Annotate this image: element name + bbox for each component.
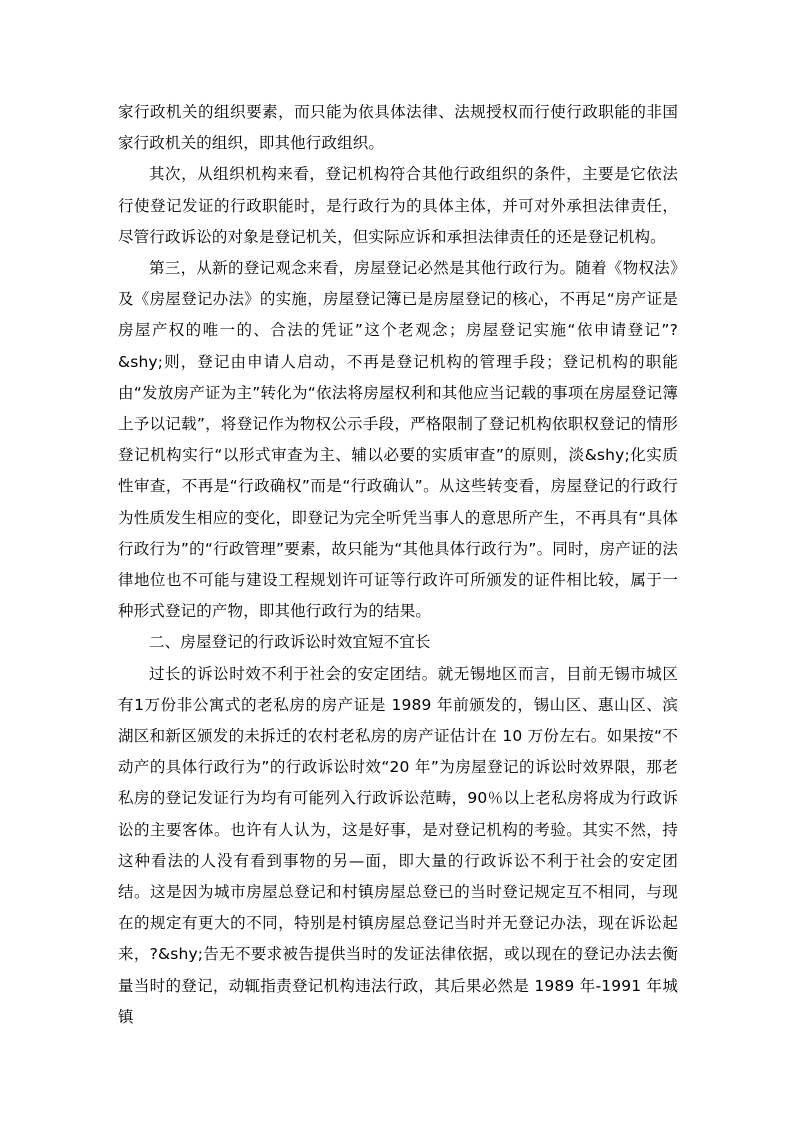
section-heading: 二、房屋登记的行政诉讼时效宜短不宜长 [149,633,431,652]
document-body [118,97,678,1033]
paragraph-continuation: 家行政机关的组织要素，而只能为依具体法律、法规授权而行使行政职能的非国家行政机关的组织，即其他行政组织。 [118,103,678,153]
paragraph-organization: 其次，从组织机构来看，登记机构符合其他行政组织的条件，主要是它依法行使登记发证的行政职能时，是行政行为的具体主体，并可对外承担法律责任，尽管行政诉讼的对象是登记机关，但实际应诉和承担法律责任的还是登记机构。 [118,165,678,246]
paragraph-registration-concept: 第三，从新的登记观念来看，房屋登记必然是其他行政行为。随着《物权法》及《房屋登记办法》的实施，房屋登记簿已是房屋登记的核心，不再足“房产证是房屋产权的唯一的、合法的凭证”这个老观念；房屋登记实施“依申请登记”?&shy;则，登记由申请人启动，不再是登记机构的管理手段；登记机构的职能由“发放房产证为主”转化为“依法将房屋权利和其他应当记载的事项在房屋登记簿上予以记载”，将登记作为物权公示手段，严格限制了登记机构依职权登记的情形 登记机构实行“以形式审查为主、辅以必要的实质审查”的原则，淡&shy;化实质性审查，不再是“行政确权”而是“行政确认”。从这些转变看，房屋登记的行政行为性质发生相应的变化，即登记为完全听凭当事人的意思所产生，不再具有“具体行政行为”的“行政管理”要素，故只能为“其他具体行政行为”。同时，房产证的法律地位也不可能与建设工程规划许可证等行政许可所颁发的证件相比较，属于一种形式登记的产物，即其他行政行为的结果。 [118,259,678,621]
paragraph-litigation-period: 过长的诉讼时效不利于社会的安定团结。就无锡地区而言，目前无锡市城区有1万份非公寓式的老私房的房产证是 1989 年前颁发的，锡山区、惠山区、滨湖区和新区颁发的未拆迁的农村老私房的房产证估计在 10 万份左右。如果按“不动产的具体行政行为”的行政诉讼时效“20 年”为房屋登记的诉讼时效界限，那老私房的登记发证行为均有可能列入行政诉讼范畴，90％以上老私房将成为行政诉讼的主要客体。也许有人认为，这是好事，是对登记机构的考验。其实不然，持这种看法的人没有看到事物的另—面，即大量的行政诉讼不利于社会的安定团结。这是因为城市房屋总登记和村镇房屋总登已的当时登记规定互不相同，与现在的规定有更大的不同，特别是村镇房屋总登记当时并无登记办法，现在诉讼起来，?&shy;告无不要求被告提供当时的发证法律依据，或以现在的登记办法去衡量当时的登记，动辄指责登记机构违法行政，其后果必然是 1989 年-1991 年城镇 [118,664,678,1026]
